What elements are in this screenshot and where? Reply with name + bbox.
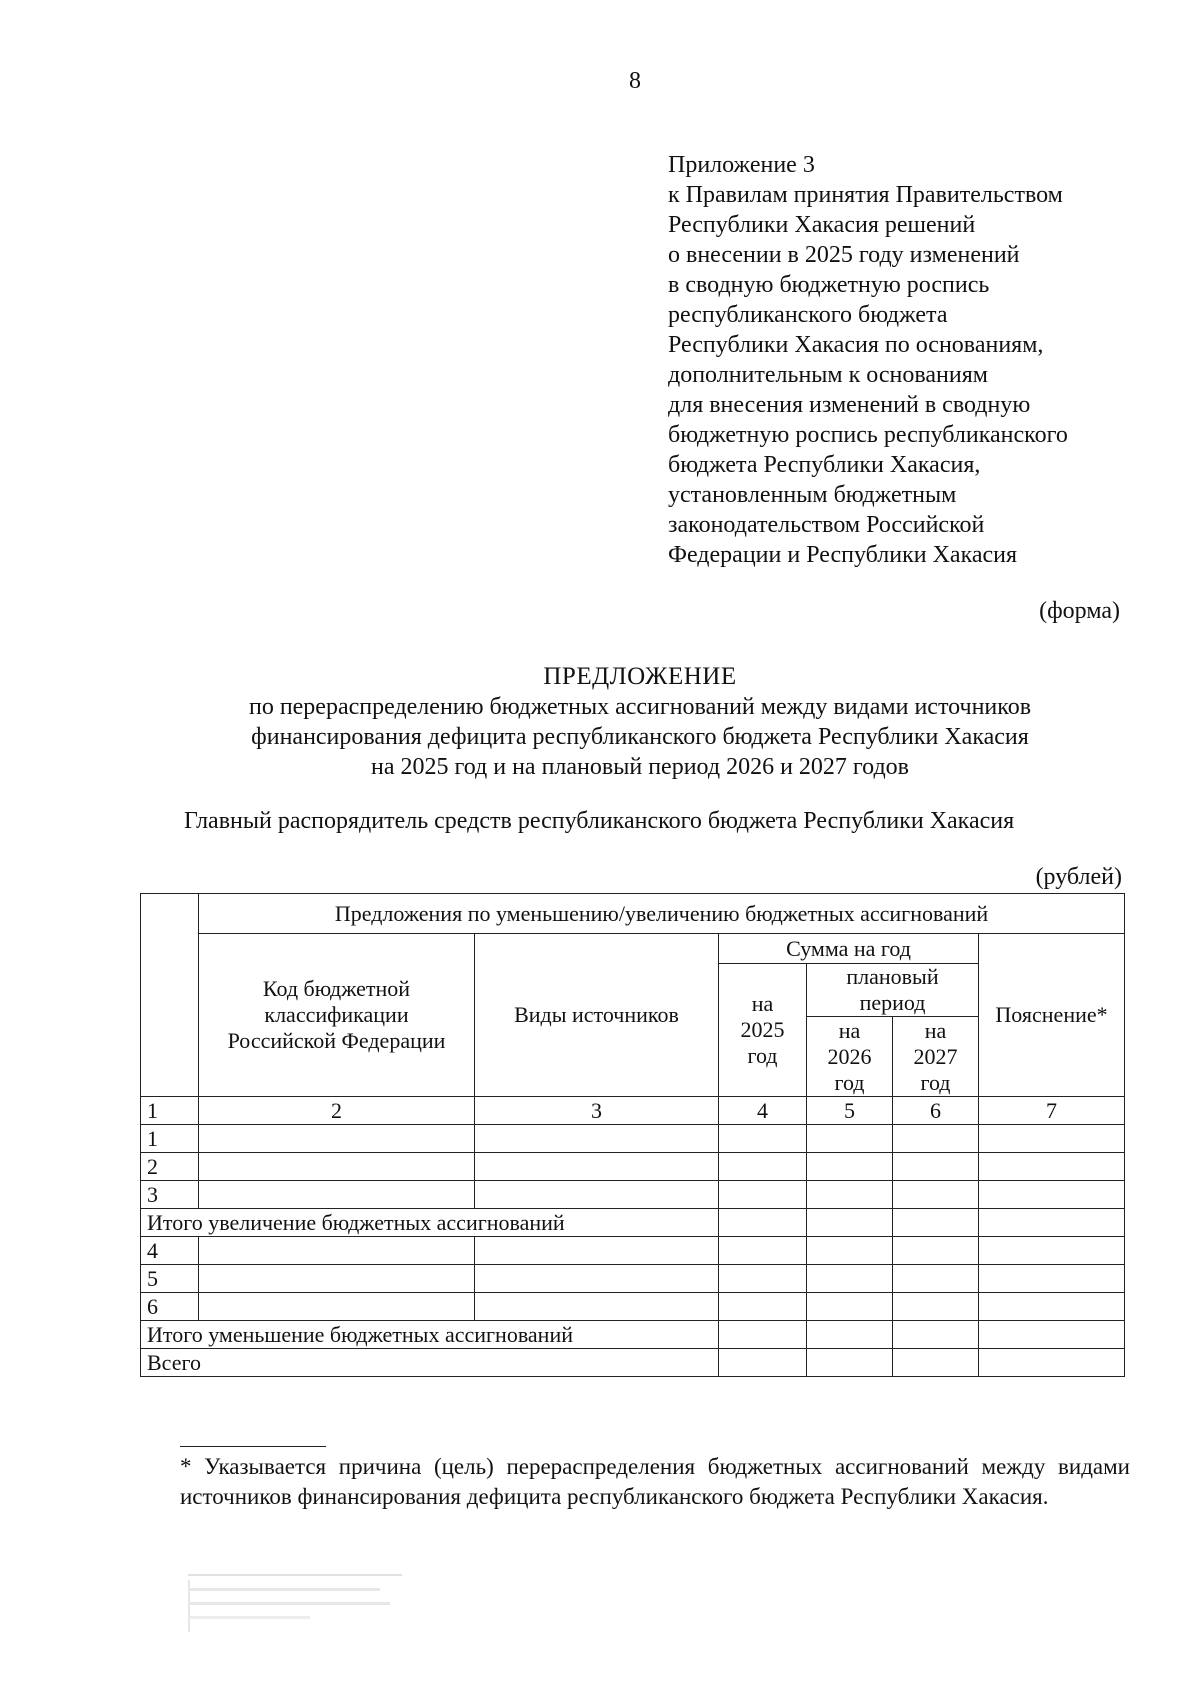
appendix-line: бюджета Республики Хакасия, — [668, 452, 981, 478]
table-header-row — [141, 934, 1125, 964]
table-cell — [979, 1237, 1125, 1265]
table-cell — [475, 1125, 719, 1153]
appendix-line: Федерации и Республики Хакасия — [668, 542, 1018, 568]
table-cell — [719, 1349, 807, 1377]
header-2025-line: на — [751, 991, 774, 1016]
table-cell — [893, 1293, 979, 1321]
appendix-line: для внесения изменений в сводную — [668, 392, 1031, 418]
table-cell — [475, 1153, 719, 1181]
appendix-line: Приложение 3 — [668, 152, 815, 178]
title-line: на 2025 год и на плановый период 2026 и 2027 годов — [370, 754, 910, 780]
decrease-total-row — [141, 1321, 1125, 1349]
table-cell — [893, 1209, 979, 1237]
table-cell — [979, 1293, 1125, 1321]
appendix-line: Республики Хакасия решений — [668, 212, 976, 238]
header-code-cell — [199, 934, 475, 1097]
units-label: (рублей) — [1035, 864, 1122, 890]
table-cell — [719, 1293, 807, 1321]
table-cell — [893, 1321, 979, 1349]
header-2026-line: на — [838, 1017, 861, 1043]
appendix-line: к Правилам принятия Правительством — [668, 182, 1063, 208]
table-cell — [475, 1265, 719, 1293]
table-row — [141, 1125, 1125, 1153]
table-cell — [807, 1237, 893, 1265]
table-cell — [893, 1349, 979, 1377]
header-2027-line: 2027 — [913, 1043, 958, 1069]
appendix-line: республиканского бюджета — [668, 302, 948, 328]
header-plan-cell — [807, 964, 979, 1017]
header-2026-line: год — [834, 1069, 865, 1095]
document-title — [150, 662, 1130, 782]
page-number: 8 — [629, 68, 641, 94]
table-cell — [979, 1125, 1125, 1153]
table-cell — [893, 1153, 979, 1181]
table-cell — [979, 1321, 1125, 1349]
chief-manager: Главный распорядитель средств республиканского бюджета Республики Хакасия — [184, 808, 1015, 834]
title-line: финансирования дефицита республиканского бюджета Республики Хакасия — [251, 724, 1029, 750]
appendix-line: дополнительным к основаниям — [668, 362, 988, 388]
table-cell — [807, 1349, 893, 1377]
table-cell — [475, 1181, 719, 1209]
appendix-line: Республики Хакасия по основаниям, — [668, 332, 1044, 358]
header-2026-line: 2026 — [827, 1043, 872, 1069]
table-cell — [719, 1181, 807, 1209]
header-2025-cell — [719, 964, 807, 1097]
increase-total-row — [141, 1209, 1125, 1237]
column-number: 7 — [979, 1097, 1125, 1125]
header-2027-cell — [893, 1017, 979, 1097]
header-2026-cell — [807, 1017, 893, 1097]
column-number: 6 — [893, 1097, 979, 1125]
table-cell — [199, 1125, 475, 1153]
row-number: 6 — [141, 1293, 199, 1321]
table-cell — [719, 1237, 807, 1265]
column-number: 5 — [807, 1097, 893, 1125]
appendix-line: в сводную бюджетную роспись — [668, 272, 990, 298]
table-cell — [807, 1321, 893, 1349]
table-row — [141, 1181, 1125, 1209]
table-cell — [199, 1181, 475, 1209]
title-line: по перераспределению бюджетных ассигнований между видами источников — [248, 694, 1032, 720]
title-heading: ПРЕДЛОЖЕНИЕ — [543, 663, 737, 690]
row-number: 4 — [141, 1237, 199, 1265]
table-cell — [807, 1293, 893, 1321]
table-cell — [807, 1209, 893, 1237]
header-plan-line: период — [859, 990, 926, 1015]
header-num-cell — [141, 894, 199, 1097]
header-2027-line: год — [920, 1069, 951, 1095]
header-code-line: классификации — [264, 1002, 409, 1027]
faded-stamp-icon — [186, 1568, 408, 1642]
table-cell — [719, 1153, 807, 1181]
appendix-line: установленным бюджетным — [668, 482, 957, 508]
header-2025-line: 2025 — [740, 1017, 785, 1042]
table-row — [141, 1265, 1125, 1293]
table-cell — [719, 1209, 807, 1237]
header-code-line: Российской Федерации — [227, 1028, 446, 1053]
table-cell — [475, 1237, 719, 1265]
row-number: 2 — [141, 1153, 199, 1181]
header-types-cell: Виды источников — [475, 934, 719, 1097]
appendix-line: бюджетную роспись республиканского — [668, 422, 1068, 448]
table-cell — [199, 1293, 475, 1321]
row-number: 5 — [141, 1265, 199, 1293]
table-cell — [199, 1153, 475, 1181]
form-label: (форма) — [1039, 598, 1120, 624]
table-row — [141, 1293, 1125, 1321]
table-cell — [893, 1265, 979, 1293]
table-cell — [475, 1293, 719, 1321]
column-number: 4 — [719, 1097, 807, 1125]
table-cell — [893, 1181, 979, 1209]
decrease-total-label: Итого уменьшение бюджетных ассигнований — [141, 1321, 719, 1349]
header-top-cell: Предложения по уменьшению/увеличению бюджетных ассигнований — [199, 894, 1125, 934]
table-cell — [719, 1125, 807, 1153]
table-row — [141, 1153, 1125, 1181]
table-cell — [979, 1349, 1125, 1377]
table-cell — [979, 1209, 1125, 1237]
table-cell — [199, 1237, 475, 1265]
table-cell — [807, 1153, 893, 1181]
column-number: 3 — [475, 1097, 719, 1125]
table-cell — [893, 1125, 979, 1153]
table-cell — [979, 1153, 1125, 1181]
increase-total-label: Итого увеличение бюджетных ассигнований — [141, 1209, 719, 1237]
table-cell — [719, 1321, 807, 1349]
header-note-cell: Пояснение* — [979, 934, 1125, 1097]
footnote: * Указывается причина (цель) перераспределения бюджетных ассигнований между видами источников финансирования дефицита республиканского бюджета Республики Хакасия. — [180, 1454, 1130, 1509]
appendix-line: законодательством Российской — [668, 512, 985, 538]
header-sum-cell: Сумма на год — [719, 934, 979, 964]
table-cell — [807, 1181, 893, 1209]
column-number: 1 — [141, 1097, 199, 1125]
header-2025-line: год — [747, 1043, 778, 1068]
table-cell — [199, 1265, 475, 1293]
header-plan-line: плановый — [846, 964, 939, 989]
row-number: 1 — [141, 1125, 199, 1153]
table-cell — [893, 1237, 979, 1265]
proposal-table — [140, 893, 1125, 1377]
column-number-row — [141, 1097, 1125, 1125]
row-number: 3 — [141, 1181, 199, 1209]
header-code-line: Код бюджетной — [262, 976, 411, 1001]
table-cell — [979, 1265, 1125, 1293]
table-cell — [719, 1265, 807, 1293]
column-number: 2 — [199, 1097, 475, 1125]
grand-total-row — [141, 1349, 1125, 1377]
table-cell — [979, 1181, 1125, 1209]
header-2027-line: на — [924, 1017, 947, 1043]
table-cell — [807, 1265, 893, 1293]
appendix-block — [668, 150, 1168, 570]
table-row — [141, 1237, 1125, 1265]
grand-total-label: Всего — [141, 1349, 719, 1377]
footnote-divider — [180, 1446, 326, 1447]
appendix-line: о внесении в 2025 году изменений — [668, 242, 1020, 268]
table-header-row — [141, 894, 1125, 934]
table-cell — [807, 1125, 893, 1153]
